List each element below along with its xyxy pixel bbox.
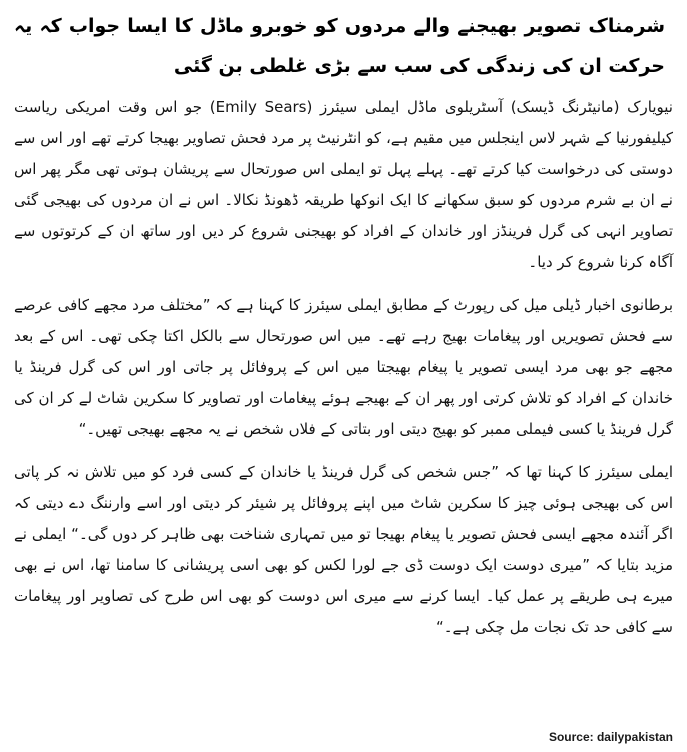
- article-headline: شرمناک تصویر بھیجنے والے مردوں کو خوبرو ماڈل کا ایسا جواب کہ یہ حرکت ان کی زندگی کی سب سے بڑی غلطی بن گئی: [14, 15, 665, 77]
- source-credit: Source: dailypakistan: [548, 730, 673, 744]
- news-article: [14, 6, 673, 746]
- article-paragraph: نیویارک (مانیٹرنگ ڈیسک) آسٹریلوی ماڈل ایملی سیئرز (Emily Sears) جو اس وقت امریکی ریاست کیلیفورنیا کے شہر لاس اینجلس میں مقیم ہے، کو انٹرنیٹ پر مرد فحش تصاویر بھیجا کرتے تھے اور اس سے دوستی کی درخواست کیا کرتے تھے۔ پہلے پہل تو ایملی اس صورتحال سے پریشان ہوتی تھی مگر پھر اس نے ان بے شرم مردوں کو سبق سکھانے کا ایک انوکھا طریقہ ڈھونڈ نکالا۔ اس نے ان مردوں کی بھیجی گئی تصاویر انہی کی گرل فرینڈز اور خاندان کے افراد کو بھیجنی شروع کر دیں اور ساتھ ان کے کرتوتوں سے آگاہ کرنا شروع کر دیا۔: [14, 98, 673, 271]
- article-paragraph: ایملی سیئرز کا کہنا تھا کہ ”جس شخص کی گرل فرینڈ یا خاندان کے کسی فرد کو میں تلاش نہ کر پاتی اس کی بھیجی ہوئی چیز کا سکرین شاٹ میں اپنے پروفائل پر شیئر کر دیتی اور اسے وارننگ دے دیتی کہ اگر آئندہ مجھے ایسی فحش تصویر یا پیغام بھیجا تو میں تمہاری شناخت بھی ظاہر کر دوں گی۔“ ایملی نے مزید بتایا کہ ”میری دوست ایک دوست ڈی جے لورا لکس کو بھی اسی پریشانی کا سامنا تھا، اس نے بھی میرے ہی طریقے پر عمل کیا۔ ایسا کرنے سے میری اس دوست کو بھی اس طرح کی تصاویر اور پیغامات سے کافی حد تک نجات مل چکی ہے۔“: [14, 463, 673, 636]
- article-paragraph: برطانوی اخبار ڈیلی میل کی رپورٹ کے مطابق ایملی سیئرز کا کہنا ہے کہ ”مختلف مرد مجھے کافی عرصے سے فحش تصویریں اور پیغامات بھیج رہے تھے۔ میں اس صورتحال سے بالکل اکتا چکی تھی۔ اس کے بعد مجھے جو بھی مرد ایسی تصویر یا پیغام بھیجتا میں اس کے پروفائل پر جاتی اور اس کی گرل فرینڈ یا خاندان کے افراد کو تلاش کرتی اور پھر ان کے بھیجے ہوئے پیغامات اور تصاویر کا سکرین شاٹ لے کر ان کی گرل فرینڈ یا کسی فیملی ممبر کو بھیج دیتی اور بتاتی کے فلاں شخص نے یہ مجھے بھیجی تھیں۔“: [14, 296, 673, 438]
